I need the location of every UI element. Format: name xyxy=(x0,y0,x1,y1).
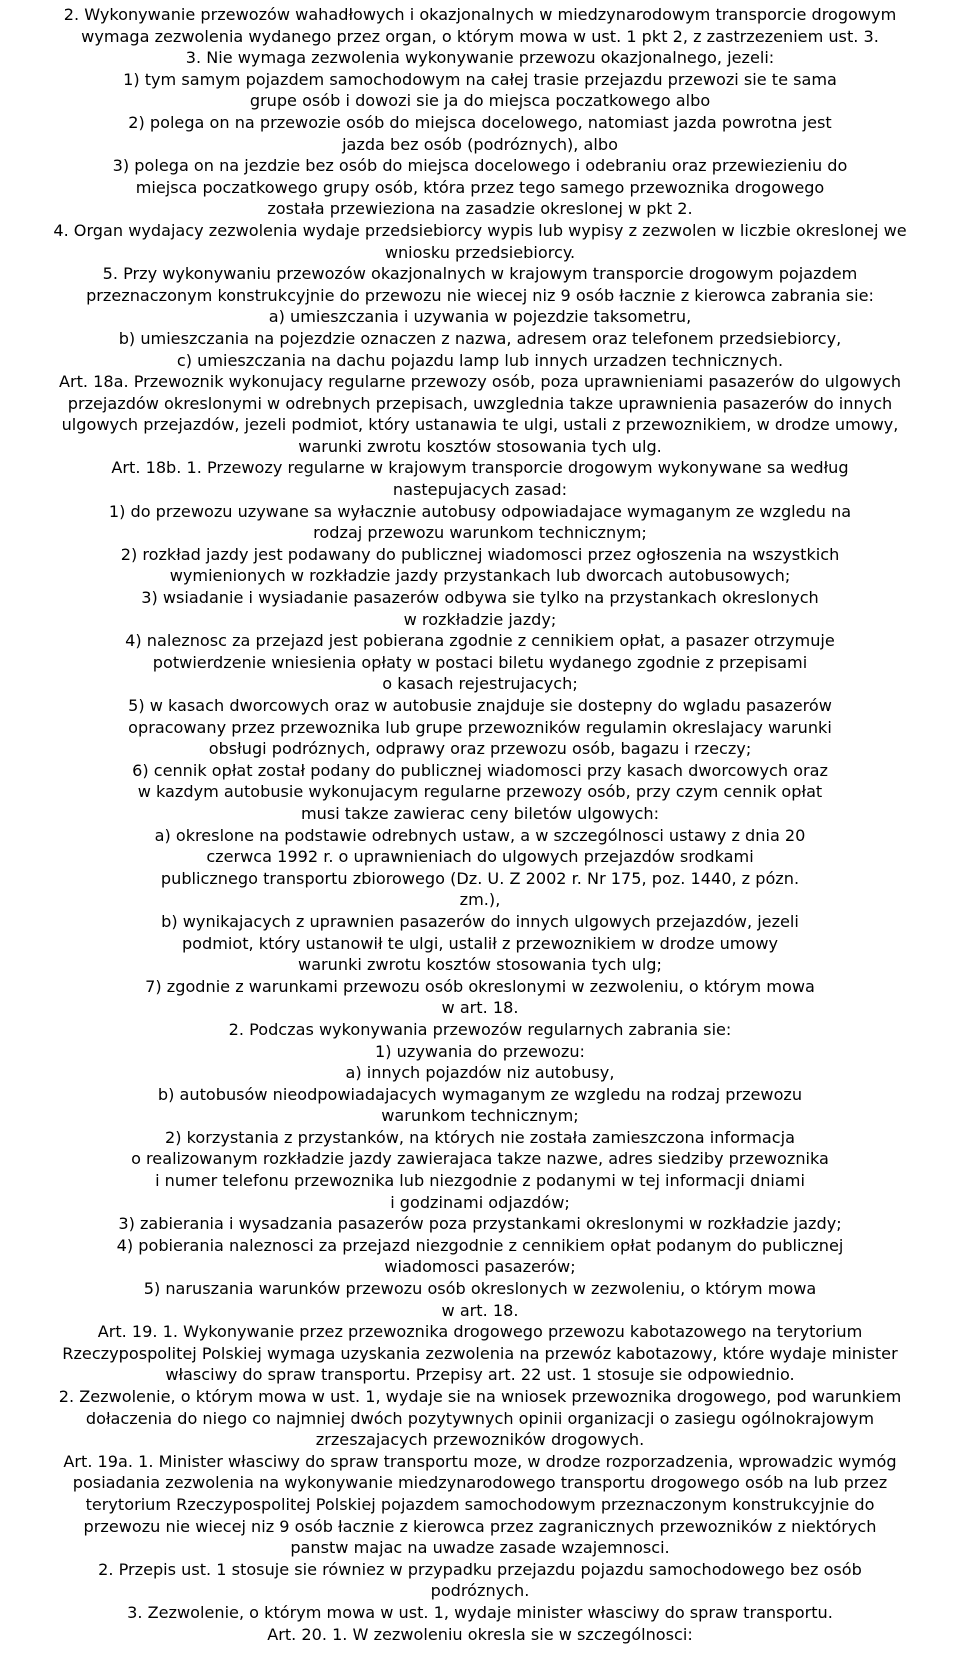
document-line: w rozkładzie jazdy; xyxy=(403,609,557,629)
document-line: czerwca 1992 r. o uprawnieniach do ulgowych przejazdów srodkami xyxy=(206,847,754,867)
document-line: 1) uzywania do przewozu: xyxy=(375,1041,585,1061)
document-line: a) umieszczania i uzywania w pojezdzie taksometru, xyxy=(268,307,692,327)
document-line: 2) rozkład jazdy jest podawany do publicznej wiadomosci przez ogłoszenia na wszystkich xyxy=(120,544,840,564)
document-line: Art. 19a. 1. Minister własciwy do spraw transportu moze, w drodze rozporzadzenia, wprowadzic wymóg xyxy=(63,1451,897,1471)
document-line: publicznego transportu zbiorowego (Dz. U. Z 2002 r. Nr 175, poz. 1440, z pózn. xyxy=(160,868,800,888)
document-line: w art. 18. xyxy=(441,998,519,1018)
document-line: Art. 18a. Przewoznik wykonujacy regularne przewozy osób, poza uprawnieniami pasazerów do ulgowych xyxy=(58,372,902,392)
document-line: panstw majac na uwadze zasade wzajemnosci. xyxy=(290,1538,670,1558)
document-line: warunki zwrotu kosztów stosowania tych ulg. xyxy=(298,436,662,456)
document-line: 5) w kasach dworcowych oraz w autobusie znajduje sie dostepny do wgladu pasazerów xyxy=(128,696,832,715)
document-line: Art. 19. 1. Wykonywanie przez przewoznika drogowego przewozu kabotazowego na terytorium xyxy=(97,1322,863,1342)
document-line: podmiot, który ustanowił te ulgi, ustalił z przewoznikiem w drodze umowy xyxy=(181,933,779,953)
document-line: przeznaczonym konstrukcyjnie do przewozu nie wiecej niz 9 osób łacznie z kierowca zabrania sie: xyxy=(86,285,874,305)
document-line: 2) polega on na przewozie osób do miejsca docelowego, natomiast jazda powrotna jest xyxy=(128,112,832,132)
document-line: ulgowych przejazdów, jezeli podmiot, który ustanawia te ulgi, ustali z przewoznikiem, w drodze umowy, xyxy=(61,415,899,435)
document-line: wiadomosci pasazerów; xyxy=(384,1257,576,1277)
document-line: posiadania zezwolenia na wykonywanie miedzynarodowego transportu drogowego osób na lub przez xyxy=(72,1473,888,1493)
document-line: grupe osób i dowozi sie ja do miejsca poczatkowego albo xyxy=(249,91,711,111)
document-line: warunki zwrotu kosztów stosowania tych ulg; xyxy=(298,955,662,975)
document-line: c) umieszczania na dachu pojazdu lamp lub innych urzadzen technicznych. xyxy=(176,350,784,370)
document-line: 1) do przewozu uzywane sa wyłacznie autobusy odpowiadajace wymaganym ze wzgledu na xyxy=(108,501,852,521)
document-line: 3) wsiadanie i wysiadanie pasazerów odbywa sie tylko na przystankach okreslonych xyxy=(141,588,819,608)
document-line: 5) naruszania warunków przewozu osób okreslonych w zezwoleniu, o którym mowa xyxy=(143,1279,817,1299)
document-line: b) autobusów nieodpowiadajacych wymaganym ze wzgledu na rodzaj przewozu xyxy=(157,1084,803,1104)
document-line: zrzeszajacych przewozników drogowych. xyxy=(315,1430,645,1450)
document-line: 3. Nie wymaga zezwolenia wykonywanie przewozu okazjonalnego, jezeli: xyxy=(185,48,775,68)
document-line: o kasach rejestrujacych; xyxy=(382,674,578,694)
document-line: 3) zabierania i wysadzania pasazerów poza przystankami okreslonymi w rozkładzie jazdy; xyxy=(118,1214,842,1234)
document-line: b) umieszczania na pojezdzie oznaczen z nazwa, adresem oraz telefonem przedsiebiorcy, xyxy=(118,328,842,348)
document-line: i numer telefonu przewoznika lub niezgodnie z podanymi w tej informacji dniami xyxy=(155,1171,805,1191)
document-line: podróznych. xyxy=(430,1581,530,1601)
document-line: nastepujacych zasad: xyxy=(392,480,568,500)
document-line: opracowany przez przewoznika lub grupe przewozników regulamin okreslajacy warunki xyxy=(128,717,832,737)
document-line: o realizowanym rozkładzie jazdy zawierajaca takze nazwe, adres siedziby przewoznika xyxy=(131,1149,829,1169)
document-line: terytorium Rzeczypospolitej Polskiej pojazdem samochodowym przeznaczonym konstrukcyjnie do xyxy=(85,1494,875,1514)
document-line: obsługi podróznych, odprawy oraz przewozu osób, bagazu i rzeczy; xyxy=(208,739,752,759)
document-line: 1) tym samym pojazdem samochodowym na całej trasie przejazdu przewozi sie te sama xyxy=(123,69,837,89)
document-line: 2. Zezwolenie, o którym mowa w ust. 1, wydaje sie na wniosek przewoznika drogowego, pod warunkiem xyxy=(58,1387,902,1406)
document-line: i godzinami odjazdów; xyxy=(390,1192,570,1212)
document-line: 3. Zezwolenie, o którym mowa w ust. 1, wydaje minister własciwy do spraw transportu. xyxy=(127,1602,833,1622)
document-line: przejazdów okreslonymi w odrebnych przepisach, uwzglednia takze uprawnienia pasazerów do innych xyxy=(67,393,893,413)
document-line: 6) cennik opłat został podany do publicznej wiadomosci przy kasach dworcowych oraz xyxy=(132,760,828,780)
document-line: dołaczenia do niego co najmniej dwóch pozytywnych opinii organizacji o zasiegu ogólnokrajowym xyxy=(85,1408,875,1428)
document-line: miejsca poczatkowego grupy osób, która przez tego samego przewoznika drogowego xyxy=(135,177,825,197)
document-line: Art. 18b. 1. Przewozy regularne w krajowym transporcie drogowym wykonywane sa według xyxy=(111,458,849,478)
document-line: 7) zgodnie z warunkami przewozu osób okreslonymi w zezwoleniu, o którym mowa xyxy=(145,976,815,996)
document-line: 5. Przy wykonywaniu przewozów okazjonalnych w krajowym transporcie drogowym pojazdem xyxy=(102,264,858,284)
document-line: a) okreslone na podstawie odrebnych ustaw, a w szczególnosci ustawy z dnia 20 xyxy=(154,825,806,845)
document-line: w art. 18. xyxy=(441,1300,519,1320)
document-line: b) wynikajacych z uprawnien pasazerów do innych ulgowych przejazdów, jezeli xyxy=(161,911,799,931)
document-line: w kazdym autobusie wykonujacym regularne przewozy osób, przy czym cennik opłat xyxy=(137,782,823,802)
document-line: 3) polega on na jezdzie bez osób do miejsca docelowego i odebraniu oraz przewiezieniu do xyxy=(112,156,848,176)
document-line: 2. Przepis ust. 1 stosuje sie równiez w przypadku przejazdu pojazdu samochodowego bez osób xyxy=(98,1559,862,1579)
document-line: rodzaj przewozu warunkom technicznym; xyxy=(313,523,647,543)
document-line: zm.), xyxy=(459,890,501,910)
document-line: 2) korzystania z przystanków, na których nie została zamieszczona informacja xyxy=(165,1127,795,1147)
document-line: 4. Organ wydajacy zezwolenia wydaje przedsiebiorcy wypis lub wypisy z zezwolen w liczbie okreslonej we xyxy=(53,220,907,240)
document-line: 4) naleznosc za przejazd jest pobierana zgodnie z cennikiem opłat, a pasazer otrzymuje xyxy=(125,631,835,651)
document-line: własciwy do spraw transportu. Przepisy art. 22 ust. 1 stosuje sie odpowiednio. xyxy=(165,1365,795,1385)
document-line: 2. Podczas wykonywania przewozów regularnych zabrania sie: xyxy=(228,1019,732,1039)
document-line: wniosku przedsiebiorcy. xyxy=(384,242,576,262)
document-line: musi takze zawierac ceny biletów ulgowych: xyxy=(300,803,660,823)
document-line: 4) pobierania naleznosci za przejazd niezgodnie z cennikiem opłat podanym do publicznej xyxy=(116,1235,844,1255)
document-line: wymienionych w rozkładzie jazdy przystankach lub dworcach autobusowych; xyxy=(169,566,791,586)
document-line: przewozu nie wiecej niz 9 osób łacznie z kierowca przez zagranicznych przewozników z niektórych xyxy=(83,1516,877,1536)
document-line: jazda bez osób (podróznych), albo xyxy=(342,134,618,154)
document-line: została przewieziona na zasadzie okreslonej w pkt 2. xyxy=(267,199,693,219)
document-line: Art. 20. 1. W zezwoleniu okresla sie w szczególnosci: xyxy=(267,1624,693,1644)
document-line: warunkom technicznym; xyxy=(381,1106,579,1126)
document-line: 2. Wykonywanie przewozów wahadłowych i okazjonalnych w miedzynarodowym transporcie drogowym xyxy=(63,5,897,24)
document-line: potwierdzenie wniesienia opłaty w postaci biletu wydanego zgodnie z przepisami xyxy=(152,652,808,672)
document-line: wymaga zezwolenia wydanego przez organ, o którym mowa w ust. 1 pkt 2, z zastrzezeniem ust. 3. xyxy=(81,26,879,46)
document-line: Rzeczypospolitej Polskiej wymaga uzyskania zezwolenia na przewóz kabotazowy, które wydaje minister xyxy=(62,1343,898,1363)
document-line: a) innych pojazdów niz autobusy, xyxy=(345,1063,615,1083)
